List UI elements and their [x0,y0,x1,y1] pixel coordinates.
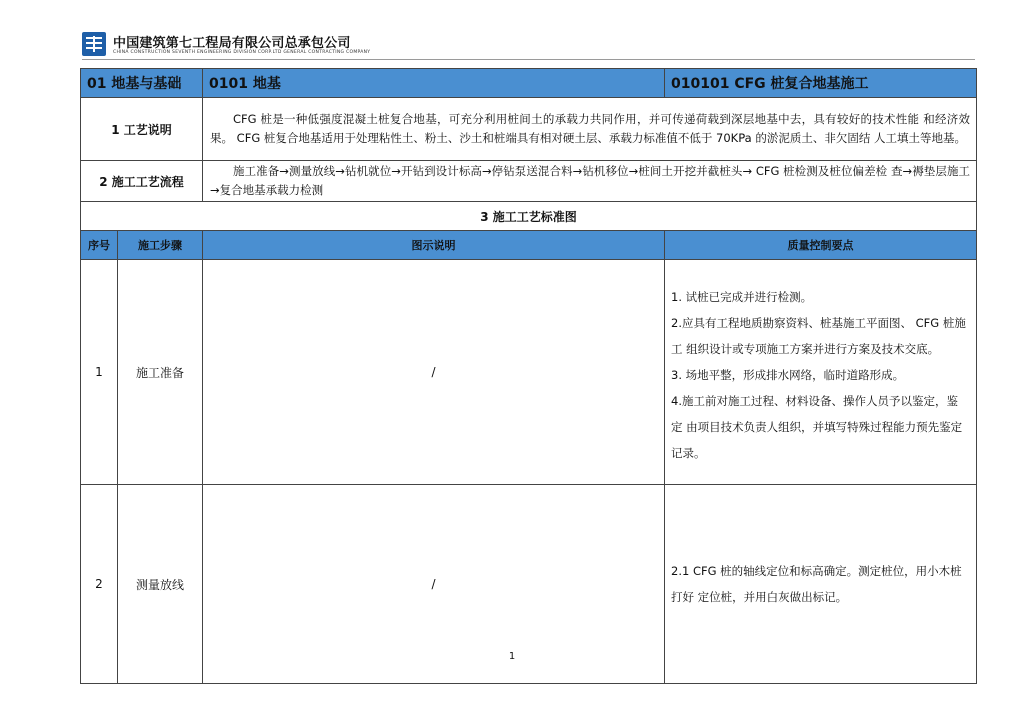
process-flow-label: 2 施工工艺流程 [81,161,203,202]
quality-point: 2.应具有工程地质勘察资料、桩基施工平面图、 CFG 桩施工 组织设计或专项施工方案并进行方案及技术交底。 [671,316,966,356]
column-header-figure: 图示说明 [203,231,665,260]
row-step: 测量放线 [118,485,203,684]
row-number: 1 [81,260,118,485]
process-description-row [81,98,977,161]
row-figure: / [203,485,665,684]
section-title: 3 施工工艺标准图 [81,202,977,231]
column-header-row [81,231,977,260]
table-row [81,260,977,485]
title-row [81,69,977,98]
process-description-text [203,98,977,161]
subcategory-cell: 0101 地基 [203,69,665,98]
section-title-row [81,202,977,231]
row-step: 施工准备 [118,260,203,485]
process-flow-paragraph: 施工准备→测量放线→钻机就位→开钻到设计标高→停钻泵送混合料→钻机移位→桩间土开挖并截桩头→ CFG 桩检测及桩位偏差检 查→褥垫层施工→复合地基承载力检测 [210,164,971,197]
construction-standard-table [80,68,977,684]
process-flow-text [203,161,977,202]
column-header-quality: 质量控制要点 [665,231,977,260]
company-logo-icon [82,32,106,56]
quality-point: 3. 场地平整，形成排水网络，临时道路形成。 [671,368,905,382]
row-figure: / [203,260,665,485]
quality-point: 2.1 CFG 桩的轴线定位和标高确定。测定桩位，用小木桩打好 定位桩，并用白灰做出标记。 [671,564,962,604]
process-description-paragraph: CFG 桩是一种低强度混凝土桩复合地基，可充分利用桩间土的承载力共同作用，并可传递荷载到深层地基中去，具有较好的技术性能 和经济效果。 CFG 桩复合地基适用于处理粘性土、粉土、沙土和桩端具有相对硬土层、承载力标准值不低于 70KPa 的淤泥质土、非欠固结 人工填土等地基。 [210,112,971,145]
page-number: 1 [508,651,516,662]
item-cell: 010101 CFG 桩复合地基施工 [665,69,977,98]
process-flow-row [81,161,977,202]
document-header [82,30,975,58]
column-header-no: 序号 [81,231,118,260]
header-divider [82,59,975,60]
process-description-label: 1 工艺说明 [81,98,203,161]
company-name-en: CHINA CONSTRUCTION SEVENTH ENGINEERING DIVISION CORP.LTD GENERAL CONTRACTING COMPANY [113,50,371,55]
category-cell: 01 地基与基础 [81,69,203,98]
row-quality-points [665,260,977,485]
quality-point: 4.施工前对施工过程、材料设备、操作人员予以鉴定，鉴定 由项目技术负责人组织，并填写特殊过程能力预先鉴定记录。 [671,394,963,460]
row-number: 2 [81,485,118,684]
quality-point: 1. 试桩已完成并进行检测。 [671,290,813,304]
column-header-step: 施工步骤 [118,231,203,260]
company-name: 中国建筑第七工程局有限公司总承包公司 [113,36,351,51]
